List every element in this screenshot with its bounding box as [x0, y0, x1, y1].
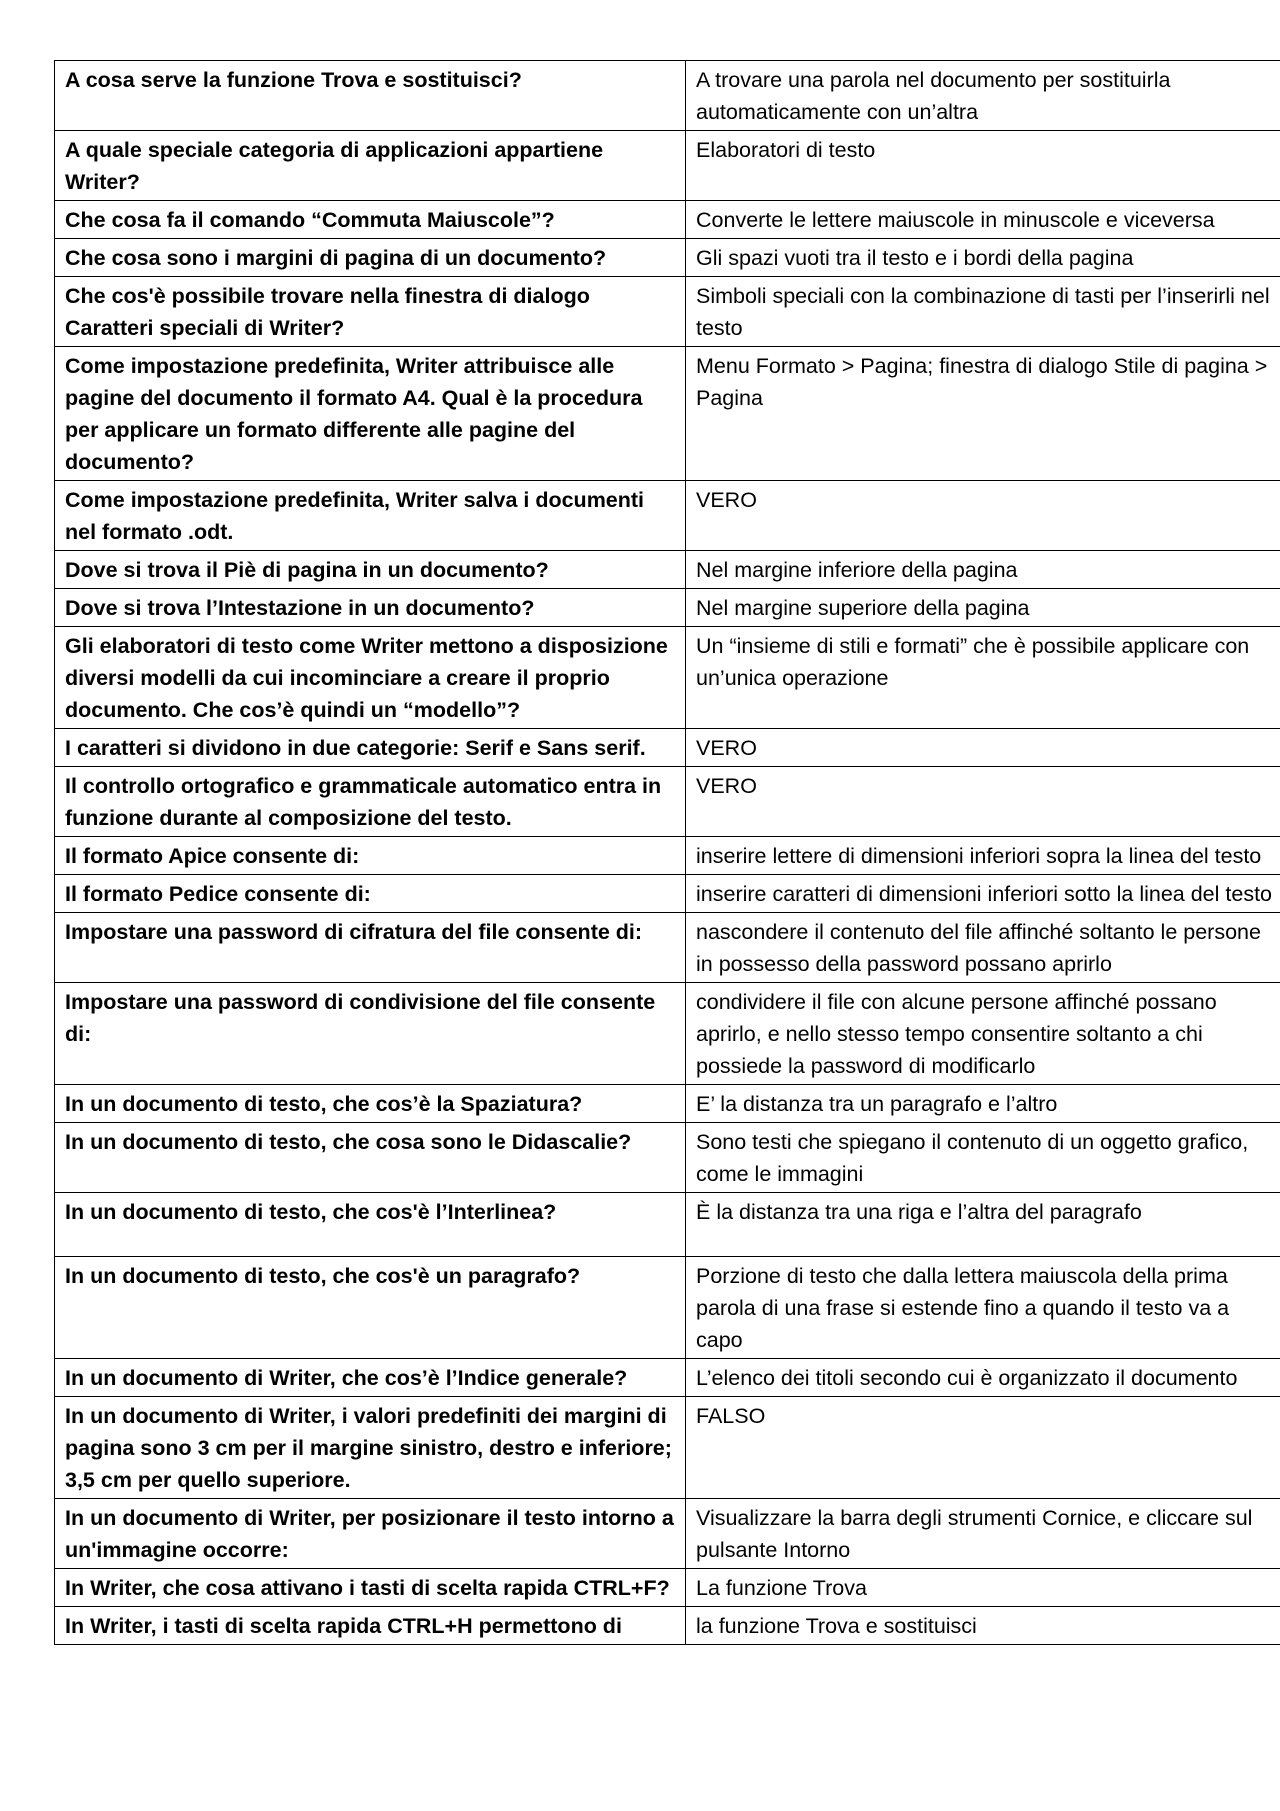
answer-cell: Simboli speciali con la combinazione di tasti per l’inserirli nel testo	[686, 277, 1280, 347]
answer-cell: Converte le lettere maiuscole in minuscole e viceversa	[686, 201, 1280, 239]
answer-cell: È la distanza tra una riga e l’altra del paragrafo	[686, 1193, 1280, 1257]
answer-cell: Porzione di testo che dalla lettera maiuscola della prima parola di una frase si estende fino a quando il testo va a capo	[686, 1257, 1280, 1359]
question-cell: Che cosa sono i margini di pagina di un documento?	[55, 239, 686, 277]
table-row	[55, 131, 1280, 201]
table-row	[55, 277, 1280, 347]
question-cell: In un documento di Writer, che cos’è l’Indice generale?	[55, 1359, 686, 1397]
question-cell: Impostare una password di cifratura del file consente di:	[55, 913, 686, 983]
answer-cell: VERO	[686, 767, 1280, 837]
question-cell: In un documento di Writer, i valori predefiniti dei margini di pagina sono 3 cm per il margine sinistro, destro e inferiore; 3,5 cm per quello superiore.	[55, 1397, 686, 1499]
table-row	[55, 837, 1280, 875]
table-row	[55, 1397, 1280, 1499]
table-row	[55, 1257, 1280, 1359]
question-cell: Dove si trova l’Intestazione in un documento?	[55, 589, 686, 627]
answer-cell: Sono testi che spiegano il contenuto di un oggetto grafico, come le immagini	[686, 1123, 1280, 1193]
table-row	[55, 1359, 1280, 1397]
table-row	[55, 627, 1280, 729]
question-cell: Il formato Apice consente di:	[55, 837, 686, 875]
table-row	[55, 1607, 1280, 1645]
question-cell: I caratteri si dividono in due categorie: Serif e Sans serif.	[55, 729, 686, 767]
table-row	[55, 983, 1280, 1085]
question-cell: Il formato Pedice consente di:	[55, 875, 686, 913]
question-cell: In un documento di testo, che cos'è un paragrafo?	[55, 1257, 686, 1359]
answer-cell: VERO	[686, 481, 1280, 551]
qa-table-body	[55, 61, 1280, 1645]
answer-cell: La funzione Trova	[686, 1569, 1280, 1607]
question-cell: Che cosa fa il comando “Commuta Maiuscole”?	[55, 201, 686, 239]
table-row	[55, 551, 1280, 589]
table-row	[55, 913, 1280, 983]
answer-cell: Un “insieme di stili e formati” che è possibile applicare con un’unica operazione	[686, 627, 1280, 729]
table-row	[55, 729, 1280, 767]
table-row	[55, 1193, 1280, 1257]
table-row	[55, 1123, 1280, 1193]
answer-cell: Menu Formato > Pagina; finestra di dialogo Stile di pagina > Pagina	[686, 347, 1280, 481]
answer-cell: FALSO	[686, 1397, 1280, 1499]
question-cell: Dove si trova il Piè di pagina in un documento?	[55, 551, 686, 589]
question-cell: Impostare una password di condivisione del file consente di:	[55, 983, 686, 1085]
table-row	[55, 481, 1280, 551]
table-row	[55, 61, 1280, 131]
qa-table	[54, 60, 1280, 1645]
answer-cell: Gli spazi vuoti tra il testo e i bordi della pagina	[686, 239, 1280, 277]
question-cell: Che cos'è possibile trovare nella finestra di dialogo Caratteri speciali di Writer?	[55, 277, 686, 347]
question-cell: In un documento di testo, che cos’è la Spaziatura?	[55, 1085, 686, 1123]
answer-cell: Nel margine inferiore della pagina	[686, 551, 1280, 589]
answer-cell: A trovare una parola nel documento per sostituirla automaticamente con un’altra	[686, 61, 1280, 131]
question-cell: In Writer, che cosa attivano i tasti di scelta rapida CTRL+F?	[55, 1569, 686, 1607]
table-row	[55, 1569, 1280, 1607]
answer-cell: inserire lettere di dimensioni inferiori sopra la linea del testo	[686, 837, 1280, 875]
question-cell: In Writer, i tasti di scelta rapida CTRL+H permettono di	[55, 1607, 686, 1645]
question-cell: Il controllo ortografico e grammaticale automatico entra in funzione durante al composizione del testo.	[55, 767, 686, 837]
answer-cell: la funzione Trova e sostituisci	[686, 1607, 1280, 1645]
table-row	[55, 1499, 1280, 1569]
answer-cell: E’ la distanza tra un paragrafo e l’altro	[686, 1085, 1280, 1123]
table-row	[55, 589, 1280, 627]
table-row	[55, 767, 1280, 837]
answer-cell: Nel margine superiore della pagina	[686, 589, 1280, 627]
answer-cell: Visualizzare la barra degli strumenti Cornice, e cliccare sul pulsante Intorno	[686, 1499, 1280, 1569]
answer-cell: VERO	[686, 729, 1280, 767]
question-cell: In un documento di testo, che cosa sono le Didascalie?	[55, 1123, 686, 1193]
question-cell: A cosa serve la funzione Trova e sostituisci?	[55, 61, 686, 131]
question-cell: Come impostazione predefinita, Writer salva i documenti nel formato .odt.	[55, 481, 686, 551]
question-cell: A quale speciale categoria di applicazioni appartiene Writer?	[55, 131, 686, 201]
table-row	[55, 1085, 1280, 1123]
table-row	[55, 239, 1280, 277]
question-cell: Gli elaboratori di testo come Writer mettono a disposizione diversi modelli da cui incominciare a creare il proprio documento. Che cos’è quindi un “modello”?	[55, 627, 686, 729]
question-cell: In un documento di testo, che cos'è l’Interlinea?	[55, 1193, 686, 1257]
answer-cell: inserire caratteri di dimensioni inferiori sotto la linea del testo	[686, 875, 1280, 913]
table-row	[55, 347, 1280, 481]
table-row	[55, 201, 1280, 239]
answer-cell: nascondere il contenuto del file affinché soltanto le persone in possesso della password possano aprirlo	[686, 913, 1280, 983]
answer-cell: condividere il file con alcune persone affinché possano aprirlo, e nello stesso tempo consentire soltanto a chi possiede la password di modificarlo	[686, 983, 1280, 1085]
answer-cell: L’elenco dei titoli secondo cui è organizzato il documento	[686, 1359, 1280, 1397]
question-cell: In un documento di Writer, per posizionare il testo intorno a un'immagine occorre:	[55, 1499, 686, 1569]
question-cell: Come impostazione predefinita, Writer attribuisce alle pagine del documento il formato A4. Qual è la procedura per applicare un formato differente alle pagine del documento?	[55, 347, 686, 481]
table-row	[55, 875, 1280, 913]
answer-cell: Elaboratori di testo	[686, 131, 1280, 201]
